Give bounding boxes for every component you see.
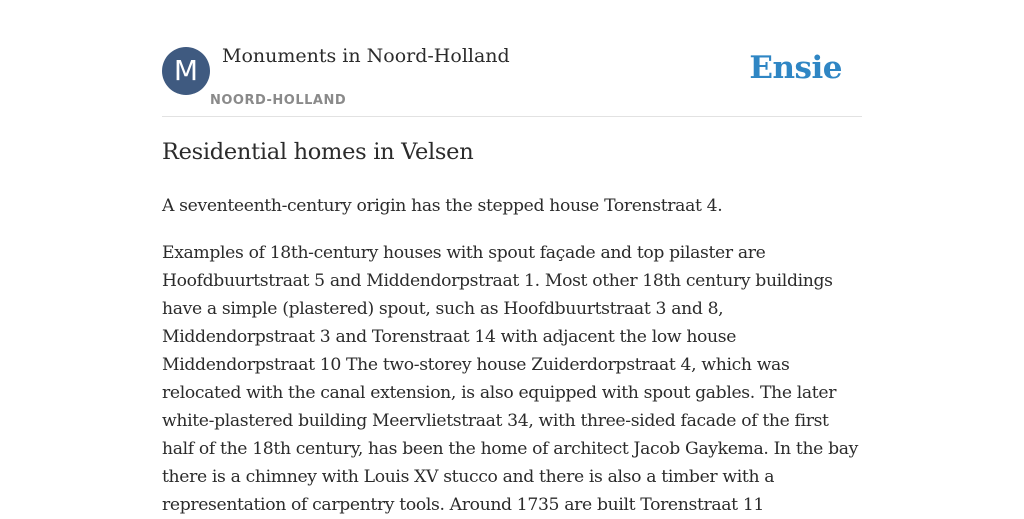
site-title[interactable]: Monuments in Noord-Holland xyxy=(222,45,510,67)
brand-logo[interactable]: Ensie xyxy=(749,50,842,86)
page-header xyxy=(162,0,862,117)
article-paragraph: A seventeenth-century origin has the stepped house Torenstraat 4. xyxy=(162,196,723,216)
page-container xyxy=(162,0,862,515)
avatar[interactable]: M xyxy=(162,47,210,95)
category-label[interactable]: NOORD-HOLLAND xyxy=(210,93,347,108)
article-paragraph: Examples of 18th-century houses with spout façade and top pilaster are Hoofdbuurtstraat 5 and Middendorpstraat 1. Most other 18th century buildings have a simple (plastered) spout, such as Hoofdbuurtstraat 3 and 8, Middendorpstraat 3 and Torenstraat 14 with adjacent the low house Middendorpstraat 10 The two-storey house Zuiderdorpstraat 4, which was relocated with the canal extension, is also equipped with spout gables. The later white-plastered building Meervlietstraat 34, with three-sided facade of the first half of the 18th century, has been the home of architect Jacob Gaykema. In the bay there is a chimney with Louis XV stucco and there is also a timber with a representation of carpentry tools. Around 1735 are built Torenstraat 11 xyxy=(162,243,859,515)
article-title: Residential homes in Velsen xyxy=(162,139,474,165)
